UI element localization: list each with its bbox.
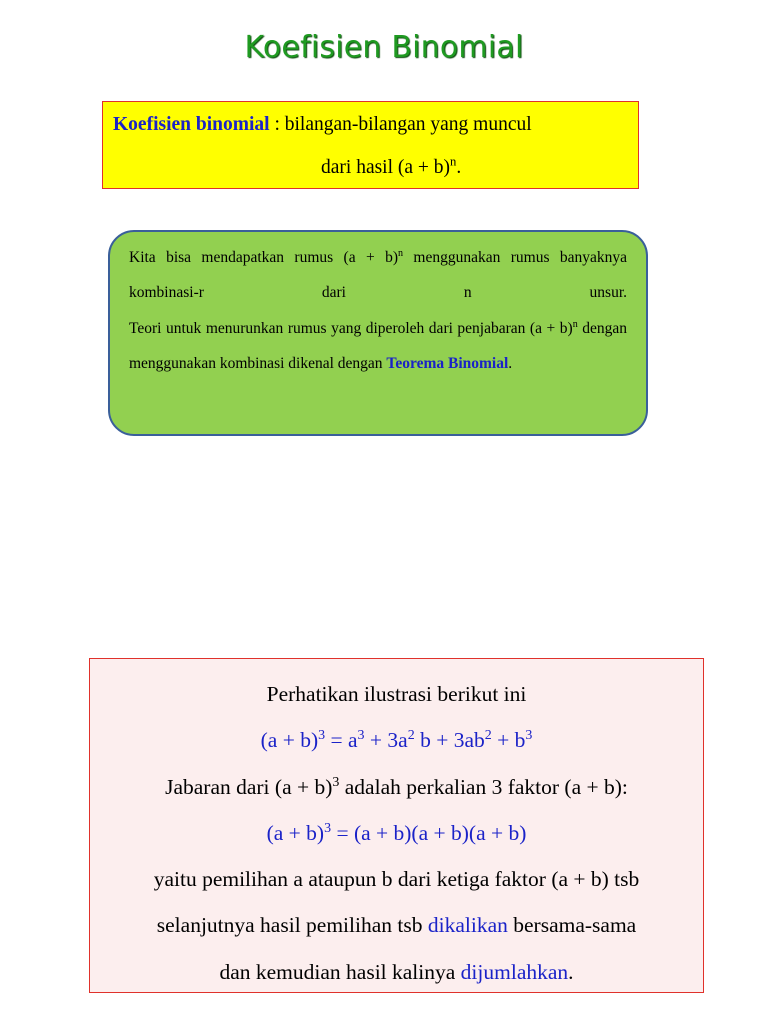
jabaran-exponent: 3 [332, 774, 340, 790]
definition-text-2: dari hasil (a + b) [321, 157, 451, 178]
definition-box [102, 101, 639, 189]
formula-exp-5: 3 [525, 728, 533, 744]
dikalikan-term: dikalikan [427, 913, 508, 938]
jabaran-line [90, 764, 703, 810]
pemilihan-line: yaitu pemilihan a ataupun b dari ketiga faktor (a + b) tsb [153, 867, 640, 892]
dijumlahkan-term: dijumlahkan [460, 959, 569, 984]
dikalikan-pre: selanjutnya hasil pemilihan tsb [156, 913, 428, 938]
paragraph-kombinasi [129, 240, 627, 310]
factor-exponent: 3 [324, 820, 332, 836]
paragraph-1-text-b: menggunakan rumus banyaknya kombinasi-r dari n unsur. [129, 249, 627, 301]
dijumlahkan-post: . [568, 959, 574, 984]
jabaran-text-2: adalah perkalian 3 faktor (a + b): [339, 774, 628, 799]
definition-exponent: n [450, 154, 457, 169]
formula-exp-2: 3 [357, 728, 365, 744]
formula-exp-4: 2 [484, 728, 492, 744]
definition-line-1 [113, 114, 532, 136]
paragraph-1-text-a: Kita bisa mendapatkan rumus (a + b) [129, 249, 398, 266]
formula-part-3: + 3a [364, 728, 408, 753]
factor-text-1: (a + b) [266, 820, 325, 845]
page-title: Koefisien Binomial [244, 30, 524, 65]
binomial-theorem-box [108, 230, 648, 436]
dijumlahkan-pre: dan kemudian hasil kalinya [219, 959, 461, 984]
paragraph-1-exponent: n [398, 247, 404, 259]
definition-line-2 [321, 154, 462, 179]
definition-term: Koefisien binomial [113, 114, 270, 135]
formula-part-4: b + 3ab [414, 728, 485, 753]
expansion-formula [90, 717, 703, 763]
paragraph-2-end: . [508, 355, 513, 372]
dikalikan-line [90, 902, 703, 948]
formula-part-5: + b [491, 728, 526, 753]
formula-exp-3: 2 [407, 728, 415, 744]
formula-part-2: = a [325, 728, 358, 753]
illustration-box [89, 658, 704, 993]
paragraph-2-text-b: dengan menggunakan kombinasi dikenal dengan [129, 320, 627, 372]
teorema-binomial-term: Teorema Binomial [386, 355, 509, 372]
factor-product-formula [90, 810, 703, 856]
jabaran-text-1: Jabaran dari (a + b) [165, 774, 333, 799]
paragraph-teorema [129, 311, 627, 381]
formula-exp-1: 3 [318, 728, 326, 744]
illustration-intro: Perhatikan ilustrasi berikut ini [266, 682, 527, 706]
dikalikan-post: bersama-sama [507, 913, 637, 938]
paragraph-2-exponent: n [572, 318, 578, 330]
factor-text-2: = (a + b)(a + b)(a + b) [331, 820, 527, 845]
paragraph-2-text-a: Teori untuk menurunkan rumus yang diperoleh dari penjabaran (a + b) [129, 320, 573, 337]
definition-period: . [456, 157, 462, 178]
definition-text-1: : bilangan-bilangan yang muncul [269, 114, 532, 135]
formula-part-1: (a + b) [260, 728, 319, 753]
dijumlahkan-line [90, 949, 703, 995]
